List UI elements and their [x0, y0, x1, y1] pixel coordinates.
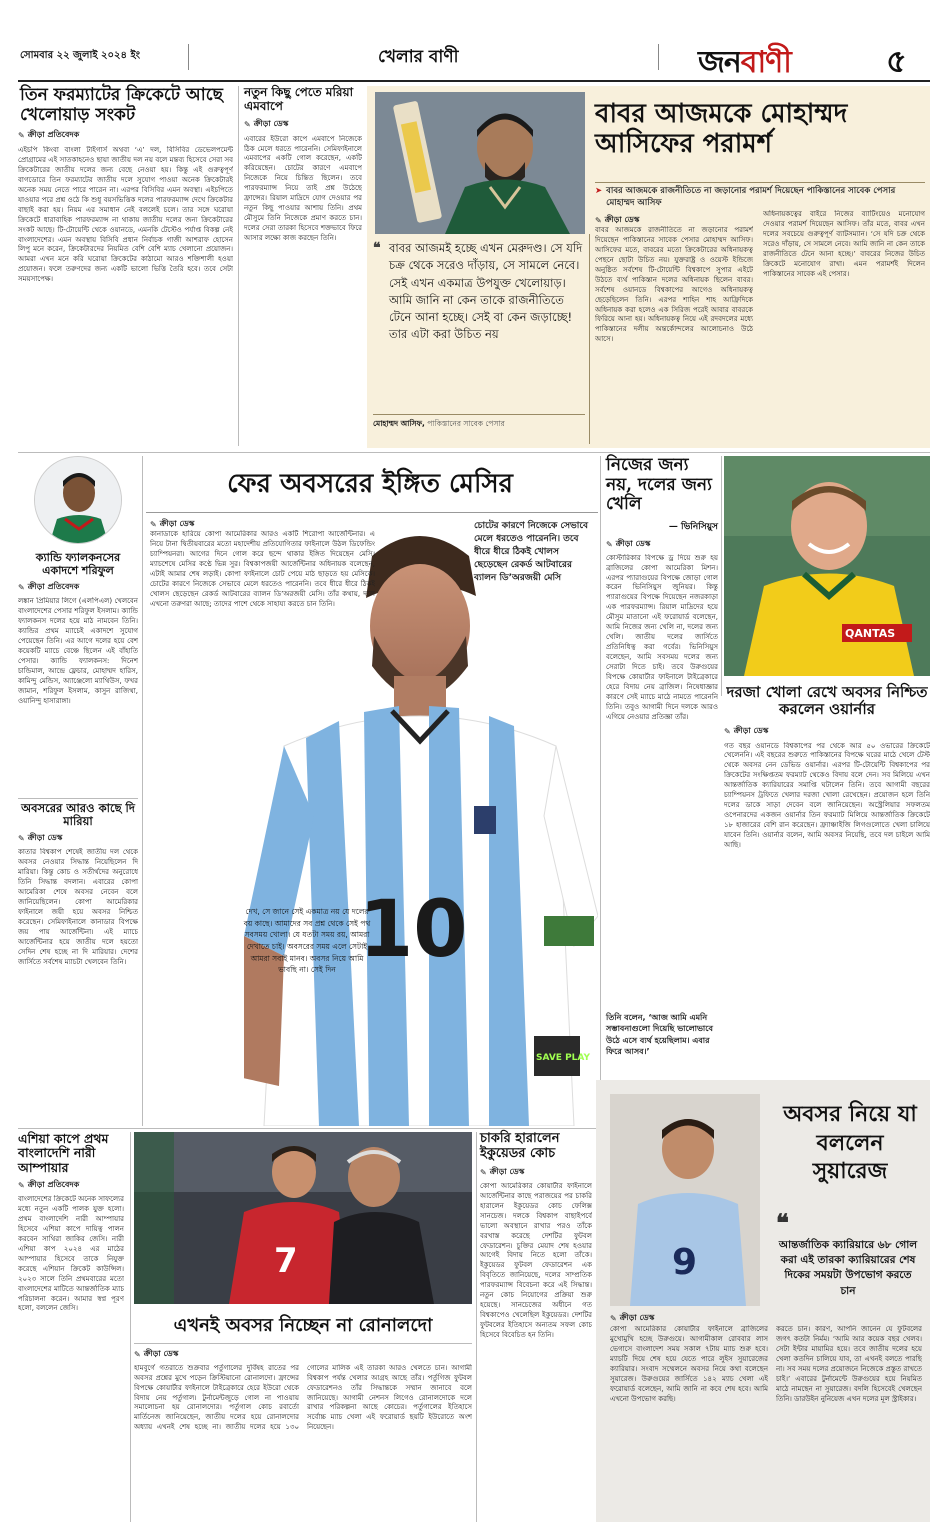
attribution: — ভিনিসিয়ুস: [668, 521, 718, 532]
pen-icon: ✎: [606, 539, 613, 549]
pen-icon: ✎: [480, 1167, 487, 1177]
article-body: কানাডাকে হারিয়ে কোপা আমেরিকার আরও একটি শিরোপা আর্জেন্টিনার। এ নিয়ে টানা দ্বিতীয়বারের মতো মহাদেশীয় প্রতিযোগিতার ফাইনালে উঠল ডিফেন্ডিং চ্যাম্পিয়নরা। আগের দিনে গোল করে ছন্দে থাকার ইঙ্গিত দিয়েছেন মেসি। ম্যাচশেষে মেসির কণ্ঠে ভিন্ন সুর। বিশ্বকাপজয়ী আর্জেন্টিনার অধিনায়ক বলেছেন, এটাই আমার শেষ লড়াই। কোপা ফাইনালে চোট পেয়ে মাঠ ছাড়তে হয় মেসিকে। চোটের কারণে নিজেকে সেভাবে মেলে ধরতেও পারেননি। তবে ধীরে ধীরে ঠিকই খোলস ছেড়েছেন রেকর্ড আটবারের ব্যালন ডি’অরজয়ী মেসি। তাঁর কথায়, দলে এখনো তরুণরা আছে; তাদের পাশে থেকে সাহায্য করতে চান তিনি।: [150, 530, 375, 608]
byline: ✎ ক্রীড়া ডেস্ক: [606, 538, 651, 549]
article-body: গত বছর ওয়ানডে বিশ্বকাপের পর থেকে আর ৫০ ওভারের ক্রিকেটে খেলেননি। এই বছরের শুরুতে পাকিস্তানের বিপক্ষে ঘরের মাঠে খেলে টেস্ট থেকে অবসর নেন ডেভিড ওয়ার্নার। এরপর টি-টোয়েন্টি বিশ্বকাপের পর ক্রিকেটের সংক্ষিপ্ততম ফরম্যাট থেকেও বিদায় বলে দেন। সব মিলিয়ে এখন আন্তর্জাতিক ক্যারিয়ারের সমাপ্তি ঘটালেন তিনি। তবে আগামী বছরের চ্যাম্পিয়নস ট্রফিতে খেলার দরজা খোলা রেখেছেন। প্রয়োজন হলে তিনি দলের ডাকে সাড়া দেবেন বলে জানিয়েছেন। অস্ট্রেলিয়ার সফলতম ওপেনারদের একজন ওয়ার্নার তিন ফরম্যাট মিলিয়ে আন্তর্জাতিক ক্রিকেটে ১৮ হাজারের বেশি রান করেছেন। ফ্র্যাঞ্চাইজি লিগগুলোতে খেলা চালিয়ে যাবেন তিনি। ওয়ার্নার বলেন, আমি অবসর নিয়েছি, তবে দল চাইলে আমি আছি।: [724, 741, 930, 849]
article-babar-azam: [367, 86, 930, 448]
headline: এশিয়া কাপে প্রথম বাংলাদেশি নারী আম্পায়ার: [18, 1131, 109, 1175]
warner-photo: [724, 456, 930, 676]
article-body: বাংলাদেশের ক্রিকেটে অনেক সাফল্যের মধ্যে নতুন একটি পালক যুক্ত হলো। প্রথম বাংলাদেশি নারী আম্পায়ার হিসেবে এশিয়া কাপে দায়িত্ব পালন করবেন সাথিরা জাকির জেসি। নারী এশিয়া কাপ ২০২৪ এর মাঠের আম্পায়ার হিসেবে তাকে নিযুক্ত করেছে এশিয়ান ক্রিকেট কাউন্সিল। ২০২৩ সালে তিনি প্রথমবারের মতো বাংলাদেশের মাটিতে আন্তর্জাতিক ম্যাচ পরিচালনা করেন। আমার স্বপ্ন পূরণ হলো, বললেন জেসি।: [18, 1195, 124, 1313]
shoriful-photo: [34, 456, 122, 544]
ronaldo-photo: [134, 1132, 472, 1304]
article-body: কোপা আমেরিকার কোয়ার্টার ফাইনালে আর্জেন্টিনার কাছে পরাজয়ের পর চাকরি হারালেন ইকুয়েডর কোচ ফেলিক্স সানচেজ। দলকে বিশ্বকাপ বাছাইপর্বে ভালো অবস্থানে রাখার পরও তাঁকে বরখাস্ত করেছে দেশটির ফুটবল ফেডারেশন। চুক্তির মেয়াদ শেষ হওয়ার আগেই বিদায় নিতে হলো তাঁকে। ইকুয়েডর ফুটবল ফেডারেশন এক বিবৃতিতে জানিয়েছে, দলের সাম্প্রতিক পারফরম্যান্স বিবেচনা করে এই সিদ্ধান্ত। নতুন কোচ নিয়োগের প্রক্রিয়া শুরু হয়েছে। সানচেজের অধীনে গত বিশ্বকাপেও খেলেছিল ইকুয়েডর। দেশটির ফুটবলের ইতিহাসে অন্যতম সফল কোচ হিসেবে বিবেচিত হন তিনি।: [480, 1181, 592, 1339]
pen-icon: ✎: [595, 216, 602, 225]
suarez-photo: [610, 1094, 760, 1306]
article-ecuador-coach: [480, 1132, 592, 1522]
article-ronaldo: [134, 1132, 472, 1522]
babar-photo: [375, 92, 585, 234]
suarez-shirt-number: 9: [672, 1242, 698, 1283]
subhead: ➤ বাবর আজমকে রাজনীতিতে না জড়ানোর পরামর্শ দিয়েছেন পাকিস্তানের সাবেক পেসার মোহাম্মদ আসিফ: [595, 186, 896, 208]
byline: ✎ ক্রীড়া ডেস্ক: [150, 519, 195, 529]
article-body: এইচপি কিংবা বাংলা টাইগার্স অথবা ‘এ’ দল, বিসিবির ডেভেলপমেন্ট প্রোগ্রামের এই সাতকাহনেও ছায়া জাতীয় দল নয় বলে মন্তব্য হিসেবে সেরা সব ক্রিকেটারের জাতীয় দলের জন্য বেছে নেওয়া হয়। কিন্তু এই গুরুত্বপূর্ণ বাগডোরে তিন ফরম্যাটের জাতীয় দলে সুযোগ পাওয়া অনেক ক্রিকেটারই অনেক সময় নেতে পারে পারেন না। এরপর বিসিবির এমন অবস্থা। এইচপিতে যাওয়ার পরে প্রশ্ন ওঠে কি শুধু বয়সভিত্তিক দলের পারফরম্যান্স দেখে ক্রিকেটার বাছাই করা হয়। নিয়ম এর সমাধান নেই বললেই চলে। তার সঙ্গে ঘরোয়া ক্রিকেটে ধারাবাহিক পারফরম্যান্স না থাকায় জাতীয় দলের জন্য ক্রিকেটারের সংকট আছে। টি-টোয়েন্টি থেকে ওয়ানডে, এমনকি টেস্টেও পর্যাপ্ত বিকল্প নেই বাংলাদেশের। এমন অবস্থায় বিসিবি প্রধান নির্বাচক গাজী আশরাফ হোসেন লিপু মনে করেন, ক্রিকেটারদের নিয়মিত বেশি বেশি ম্যাচ খেলানো প্রয়োজন। আমরা এখন মনে করি ঘরোয়া ক্রিকেটের কাঠামো আরও শক্তিশালী হওয়া প্রয়োজন। ফলে তরুণদের জন্য একটি ভালো ভিত্তি তৈরি হবে। তবে সেটা সময়সাপেক্ষ।: [18, 146, 233, 284]
sponsor-text: SAVE PLAY: [536, 1053, 591, 1063]
byline: ✎ ক্রীড়া ডেস্ক: [244, 118, 289, 129]
messi-quote: দেখ, সে জানে সেই একমাত্র নয় যে দলের বয় কাছে। আমাদের সব প্রশ্ন থেকে সেই পথ সবসময় খোলা। যে যতটা সময় রয়, আমরা দেখাতে চাই। অবসরের সময় এলে সেটাই আমরা সবাই মানব। অবসর নিয়ে আমি ভাবছি না। সেই দিন: [243, 907, 371, 975]
article-body: কোস্টারিকার বিপক্ষে ড্র দিয়ে শুরু হয় ব্রাজিলের কোপা আমেরিকা মিশন। এরপর প্যারাগুয়ের বিপক্ষে জোড়া গোল করেন ভিনিসিয়ুস জুনিয়র। কিন্তু প্যারাগুয়ের বিপক্ষে দিয়েছেন নজরকাড়া এক পারফরম্যান্স। রিয়াল মাদ্রিদের হয়ে মৌসুম মাতানো এই ফরোয়ার্ড বলেছেন, আমি নিজের জন্য খেলি না, দলের জন্য খেলি। জাতীয় দলের জার্সিতে প্রতিনিধিত্ব করা গর্বের। ভিনিসিয়ুস বলেছেন, আমি সবসময় দলের জন্য সেরাটা দিতে চাই। তবে উরুগুয়ের বিপক্ষে কোয়ার্টার ফাইনালে টাইব্রেকারে হেরে বিদায় নেয় ব্রাজিল। নিষেধাজ্ঞার কারণে সেই ম্যাচে মাঠে নামতে পারেননি তিনি। তবুও আগামী দিনে দলকে আরও এগিয়ে নেওয়ার প্রতিজ্ঞা তাঁর।: [606, 553, 718, 721]
headline: এখনই অবসর নিচ্ছেন না রোনালদো: [173, 1315, 433, 1336]
article-body: কাতার বিশ্বকাপ শেষেই জাতীয় দল থেকে অবসর নেওয়ার সিদ্ধান্ত নিয়েছিলেন দি মারিয়া। কিন্তু কোচ ও সতীর্থদের অনুরোধে তিনি সিদ্ধান্ত বদলান। এবারের কোপা আমেরিকা শেষে অবসর নেবেন বলে জানিয়েছিলেন। কোপা আমেরিকার ফাইনালে জয়ী হয়ে অবসর নিশ্চিত করেছেন। সেমিফাইনালে কানাডার বিপক্ষে জয় পায় আর্জেন্টিনা। এই ম্যাচে আর্জেন্টিনার হয়ে জাতীয় দলে হয়তো সেদিন শেষ হচ্ছে না দি মারিয়ার। দেশের জার্সিতে সর্বশেষ ম্যাচটা খেলবেন তিনি।: [18, 848, 138, 966]
headline: ক্যান্ডি ফ্যালকনসের একাদশে শরিফুল: [35, 551, 121, 577]
headline: দরজা খোলা রেখে অবসর নিশ্চিত করলেন ওয়ার্নার: [726, 683, 928, 719]
headline: অবসর নিয়ে যা বললেন সুয়ারেজ: [783, 1101, 917, 1185]
article-suarez: [596, 1080, 930, 1522]
article-cricket-shortage: [18, 86, 233, 446]
article-woman-umpire: [18, 1132, 124, 1522]
ronaldo-shirt-number: 7: [274, 1241, 298, 1281]
sponsor-logo: QANTAS: [845, 627, 896, 640]
byline: ✎ ক্রীড়া ডেস্ক: [480, 1166, 525, 1177]
headline: বাবর আজমকে মোহাম্মদ আসিফের পরামর্শ: [595, 99, 848, 159]
article-body-col-1: বাবর আজমকে রাজনীতিতে না জড়ানোর পরামর্শ দিয়েছেন পাকিস্তানের সাবেক পেসার মোহাম্মদ আসিফ। আসিফের মতে, বাবরের মতো ক্রিকেটারের অধিনায়কত্ব পেছনে ছোটা উচিত নয়। যুক্তরাষ্ট্র ও ওয়েস্ট ইন্ডিজে অনুষ্ঠিত সর্বশেষ টি-টোয়েন্টি বিশ্বকাপে সুপার এইটে উঠতে ব্যর্থ পাকিস্তান দলের অধিনায়ক ছিলেন বাবর। সর্বশেষ ওয়ানডে বিশ্বকাপের আগেও অধিনায়কত্ব ছেড়েছিলেন তিনি। এরপর শাহিন শাহ আফ্রিদিকে অধিনায়ক করা হলেও এক সিরিজ পরেই আবার বাবরকে ফিরিয়ে আনা হয়। অধিনায়কত্ব নিয়ে এই রদবদলের মধ্যে পাকিস্তানের দলীয় অন্তর্কোন্দলের আলোচনাও উঠে আসে।: [595, 226, 753, 344]
headline: তিন ফরম্যাটের ক্রিকেটে আছে খেলোয়াড় সংকট: [20, 85, 223, 125]
pull-quote: [373, 240, 585, 442]
date-label: সোমবার ২২ জুলাই ২০২৪ ইং: [20, 50, 141, 61]
pen-icon: ✎: [18, 131, 25, 141]
article-messi: [146, 456, 598, 1126]
logo-part-1: জন: [698, 45, 741, 80]
article-shoriful: [18, 456, 138, 796]
page-number: ৫: [886, 42, 907, 80]
headline: ফের অবসরের ইঙ্গিত মেসির: [227, 469, 513, 499]
byline: ✎ ক্রীড়া ডেস্ক: [134, 1348, 179, 1359]
article-body: এবারের ইউরো কাপে এমবাপে নিজেকে ঠিক মেলে ধরতে পারেননি। সেমিফাইনালে এমবাপের একটি গোল করেছেন, একটি করিয়েছেন। চোটের কারণে এমবাপে নিজেকে নিয়ে চিন্তিত ছিলেন। তবে পারফরম্যান্স নিয়ে তাই প্রশ্ন উঠেছে ফ্রান্সের। রিয়াল মাদ্রিদে যোগ দেওয়ার পর নতুন কিছু পাওয়ার আশায় তিনি। প্রথম মৌসুমে তিনি নিজেকে প্রমাণ করতে চান। দলের সেরা তারকা হিসেবে শক্তভাবে ফিরে আসার লক্ষ্যে কাজ করছেন তিনি।: [244, 134, 362, 242]
pen-icon: ✎: [134, 1349, 141, 1359]
article-body-col-2: করতে চান। কারণ, আপনি জানেন যে ফুটবলের জগৎ কতটা নির্মম। ‘আমি আর কয়েক বছর খেলব। সেটা ইন্টার মায়ামির হয়ে। তবে জাতীয় দলের হয়ে খেলা কতদিন চালিয়ে যাব, তা এখনই বলতে পারছি না। সব সময় দলের প্রয়োজনে নিজেকে প্রস্তুত রাখতে চাই।’ এবারের টুর্নামেন্টে উরুগুয়ের হয়ে নিয়মিত মাঠে নামছেন না সুয়ারেজ। বদলি হিসেবেই খেলছেন তিনি। ডারউইন নুনিয়েজ এখন দলের মূল স্ট্রাইকার।: [776, 1325, 922, 1403]
quote-attribution: মোহাম্মদ আসিফ, পাকিস্তানের সাবেক পেসার: [373, 414, 585, 431]
headline: অবসরের আরও কাছে দি মারিয়া: [21, 801, 135, 829]
byline: ✎ ক্রীড়া ডেস্ক: [610, 1313, 655, 1323]
article-di-maria: [18, 802, 138, 1120]
pen-icon: ✎: [244, 119, 251, 129]
byline: ✎ ক্রীড়া ডেস্ক: [724, 725, 769, 736]
pen-icon: ✎: [610, 1314, 617, 1323]
byline: ✎ ক্রীড়া ডেস্ক: [595, 215, 640, 225]
byline: ✎ ক্রীড়া ডেস্ক: [18, 833, 63, 844]
article-body-col-1: কোপা আমেরিকার কোয়ার্টার ফাইনালে ব্রাজিলের মুখোমুখি হচ্ছে উরুগুয়ে। আগামীকাল রোববার লাস ভেগাসে বাংলাদেশ সময় সকাল ৭টায় ম্যাচ শুরু হবে। ম্যাচটি দিয়ে শেষ হয়ে যেতে পারে লুইস সুয়ারেজের ক্যারিয়ার। সংবাদ সম্মেলনে অবসর নিয়ে কথা বলেছেন সুয়ারেজ। উরুগুয়ের জার্সিতে ১৪২ ম্যাচ খেলা এই ফরোয়ার্ড বলেছেন, আমি জানি না কবে শেষ হবে। আমি এখনো উপভোগ করছি।: [610, 1325, 768, 1403]
headline: নতুন কিছু পেতে মরিয়া এমবাপে: [244, 85, 354, 113]
suarez-quote: আন্তর্জাতিক ক্যারিয়ারে ৬৮ গোল করা এই তারকা ক্যারিয়ারের শেষ দিকের সময়টা উপভোগ করতে চান: [778, 1239, 918, 1297]
pen-icon: ✎: [724, 726, 731, 736]
pen-icon: ✎: [18, 834, 25, 844]
shirt-number: 10: [359, 885, 468, 975]
pen-icon: ✎: [18, 1181, 25, 1191]
article-warner: [724, 456, 930, 1124]
pen-icon: ✎: [18, 583, 25, 593]
arrow-icon: ➤: [595, 186, 603, 196]
article-body: লঙ্কান প্রিমিয়ার লিগে (এলপিএল) খেলবেন বাংলাদেশের পেসার শরিফুল ইসলাম। ক্যান্ডি ফ্যালকনস দলের হয়ে মাঠ নামবেন তিনি। ক্যান্ডির প্রথম ম্যাচেই একাদশে সুযোগ পেয়েছেন তিনি। এর আগে দলের হয়ে বেশ কয়েকটি ম্যাচে বেঞ্চে ছিলেন এই বাঁহাতি পেসার। ক্যান্ডি ফ্যালকনস: দিনেশ চান্ডিমাল, আন্দ্রে ফ্লেচার, মোহাম্মদ হারিস, কামিন্দু মেন্ডিস, অ্যাঞ্জেলো ম্যাথিউস, ফখর জামান, শরিফুল ইসলাম, কাসুন রাজিথা, ওয়ানিন্দু হাসারাঙ্গা।: [18, 597, 138, 705]
quote-text: বাবর আজমই হচ্ছে এখন মেরুদণ্ড। সে যদি চক্র থেকে সরেও দাঁড়ায়, সে সামলে নেবে। সেই এখন একমাত্র উপযুক্ত খেলোয়াড়। আমি জানি না কেন তাকে রাজনীতিতে টেনে আনা হচ্ছে। সেই বা কেন জড়াচ্ছে! তার এটা করা উচিত নয়: [389, 241, 583, 342]
masthead: [18, 40, 930, 78]
pull-quote: তিনি বলেন, ‘আজ আমি এমনি সম্ভাবনাগুলো দিয়েছি ভালোভাবে উঠে এসে ব্যর্থ হয়েছিলাম। এবার ফিরে আসব।’: [606, 1012, 713, 1057]
byline: ✎ ক্রীড়া প্রতিবেদক: [18, 582, 80, 593]
headline: নিজের জন্য নয়, দলের জন্য খেলি: [606, 455, 712, 515]
byline: ✎ ক্রীড়া প্রতিবেদক: [18, 130, 80, 141]
quote-mark-icon: ❝: [776, 1208, 789, 1237]
article-vinicius: [606, 456, 718, 1124]
logo-part-2: বাণী: [740, 45, 791, 80]
byline: ✎ ক্রীড়া প্রতিবেদক: [18, 1180, 80, 1191]
quote-mark-icon: ❝: [373, 240, 381, 256]
section-title: খেলার বাণী: [378, 47, 459, 67]
pen-icon: ✎: [150, 520, 157, 529]
headline: চাকরি হারালেন ইকুয়েডর কোচ: [480, 1131, 560, 1161]
article-mbappe: [244, 86, 362, 446]
caption: চোটের কারণে নিজেকে সেভাবে মেলে ধরতেও পারেননি। তবে ধীরে ধীরে ঠিকই খোলস ছেড়েছেন রেকর্ড আটবারের ব্যালন ডি’অরজয়ী মেসি: [474, 521, 588, 584]
article-body: হামবুর্গে গতরাতে শুক্রবার পর্তুগালের দুর্বিষহ রাতের পর অবসর প্রশ্নের মুখে পড়েন ক্রিস্টিয়ানো রোনালদো। ফ্রান্সের বিপক্ষে কোয়ার্টার ফাইনালে টাইব্রেকারে হেরে ইউরো থেকে বিদায় নেয় পর্তুগাল। টুর্নামেন্টজুড়ে গোল না পাওয়ায় সমালোচনা হয় রোনালদোর। পর্তুগাল কোচ রবার্তো মার্তিনেজ জানিয়েছেন, জাতীয় দলের হয়ে রোনালদোর অধ্যায় এখনই শেষ হচ্ছে না। জাতীয় দলের হয়ে ১৩০ গোলের মালিক এই তারকা আরও খেলতে চান। আগামী বিশ্বকাপ পর্যন্ত খেলার আগ্রহ আছে তাঁর। পর্তুগিজ ফুটবল ফেডারেশনও তাঁর সিদ্ধান্তকে সম্মান জানাবে বলে জানিয়েছে। আগামী নেশনস লিগেও রোনালদোকে দলে রাখার পরিকল্পনা আছে কোচের। পর্তুগালের ইতিহাসে সর্বোচ্চ ম্যাচ খেলা এই ফরোয়ার্ড ছয়টি ইউরোতে অংশ নিয়েছেন।: [134, 1363, 472, 1432]
article-body-col-2: অধিনায়কত্বের বাইরে নিজের ব্যাটিংয়েও মনোযোগ দেওয়ার পরামর্শ দিয়েছেন আসিফ। তাঁর মতে, বাবর এখন দলের সবচেয়ে গুরুত্বপূর্ণ ব্যাটসম্যান। ‘সে যদি চক্র থেকে সরেও দাঁড়ায়, সে সামলে নেবে। আমি জানি না কেন তাকে রাজনীতিতে টেনে আনা হচ্ছে।’ বাবরের নিজের উচিত ক্রিকেটে মনোযোগ রাখা। এমন পরামর্শই দিলেন পাকিস্তানের সাবেক এই পেসার।: [763, 210, 925, 278]
